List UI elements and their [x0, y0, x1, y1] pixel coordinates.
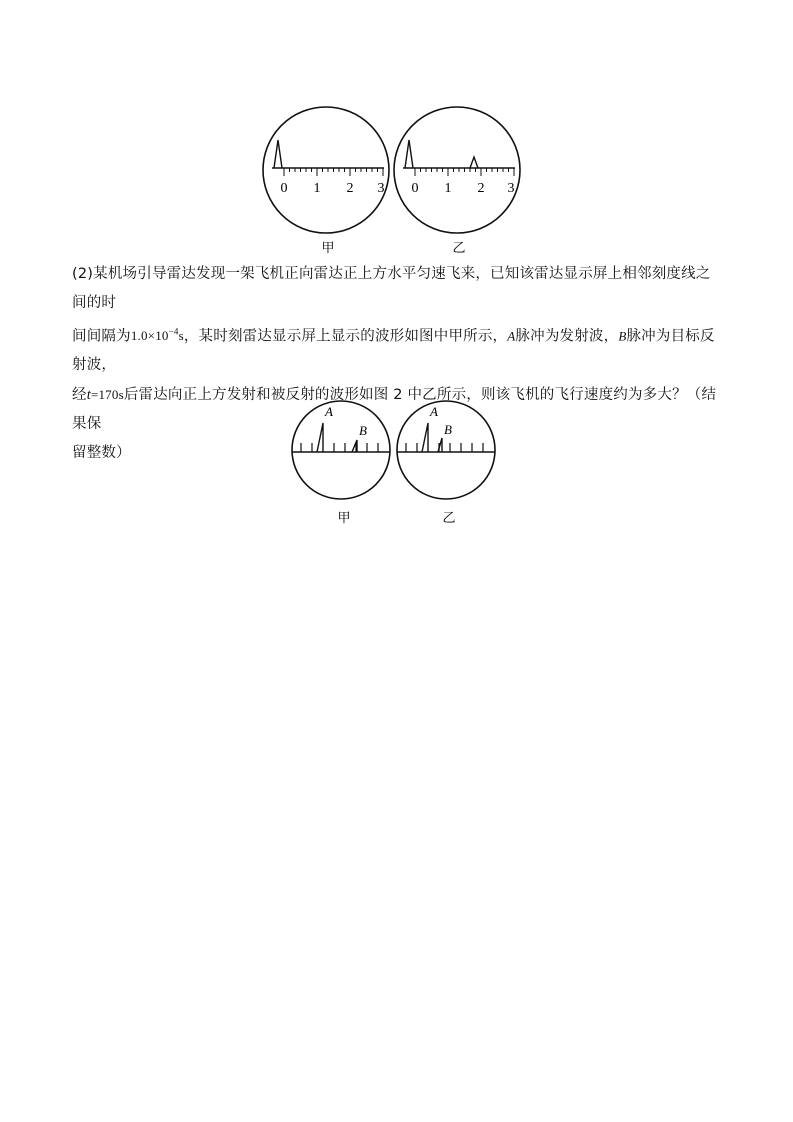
tick-label-1: 1 — [444, 181, 452, 196]
pulse-b-label: B — [359, 423, 367, 438]
problem-number: (2) — [72, 266, 94, 282]
problem-line-4: 留整数） — [72, 445, 131, 462]
tick-label-2: 2 — [346, 181, 354, 196]
tick-label-2: 2 — [477, 181, 485, 196]
reflected-pulse — [470, 157, 478, 168]
tick-label-0: 0 — [411, 181, 419, 196]
panel-label-yi: 乙 — [452, 240, 466, 255]
transmit-pulse — [274, 140, 282, 168]
pulse-a-label: A — [325, 404, 333, 419]
tick-label-1: 1 — [313, 181, 321, 196]
scale-ticks — [415, 168, 514, 176]
pulse-a — [422, 423, 428, 452]
panel-label-yi: 乙 — [442, 510, 456, 525]
tick-label-0: 0 — [280, 181, 288, 196]
transmit-pulse — [405, 140, 413, 168]
radar-figure-2 — [284, 398, 514, 530]
scale-ticks — [284, 168, 383, 176]
problem-line-2: 间间隔为$1.0\times 10^{-4}s$，某时刻雷达显示屏上显示的波形如图中甲所示，A脉冲为发射波，B脉冲为目标反射波， — [72, 327, 715, 374]
tick-label-3: 3 — [377, 181, 385, 196]
radar-screen-jia — [292, 401, 390, 525]
scale-ticks — [301, 443, 378, 452]
radar-screen-yi — [397, 401, 495, 525]
problem-line-1: (2)某机场引导雷达发现一架飞机正向雷达正上方水平匀速飞来，已知该雷达显示屏上相邻刻度线之间的时 — [72, 266, 711, 311]
pulse-a-label: A — [430, 404, 438, 419]
interval-value: $1.0\times 10^{-4}s$ — [130, 327, 184, 344]
panel-label-jia: 甲 — [337, 510, 351, 525]
pulse-a — [317, 423, 323, 452]
radar-figure-1 — [262, 100, 532, 260]
radar-screen-jia — [263, 107, 389, 255]
problem-line-3: 经t=170s后雷达向正上方发射和被反射的波形如图 2 中乙所示，则该飞机的飞行速度约为多大？（结果保 — [72, 387, 717, 433]
radar-screen-yi — [394, 107, 520, 255]
tick-label-3: 3 — [507, 181, 515, 196]
pulse-b-label: B — [444, 422, 452, 437]
panel-label-jia: 甲 — [321, 240, 335, 255]
scale-ticks — [406, 443, 483, 452]
